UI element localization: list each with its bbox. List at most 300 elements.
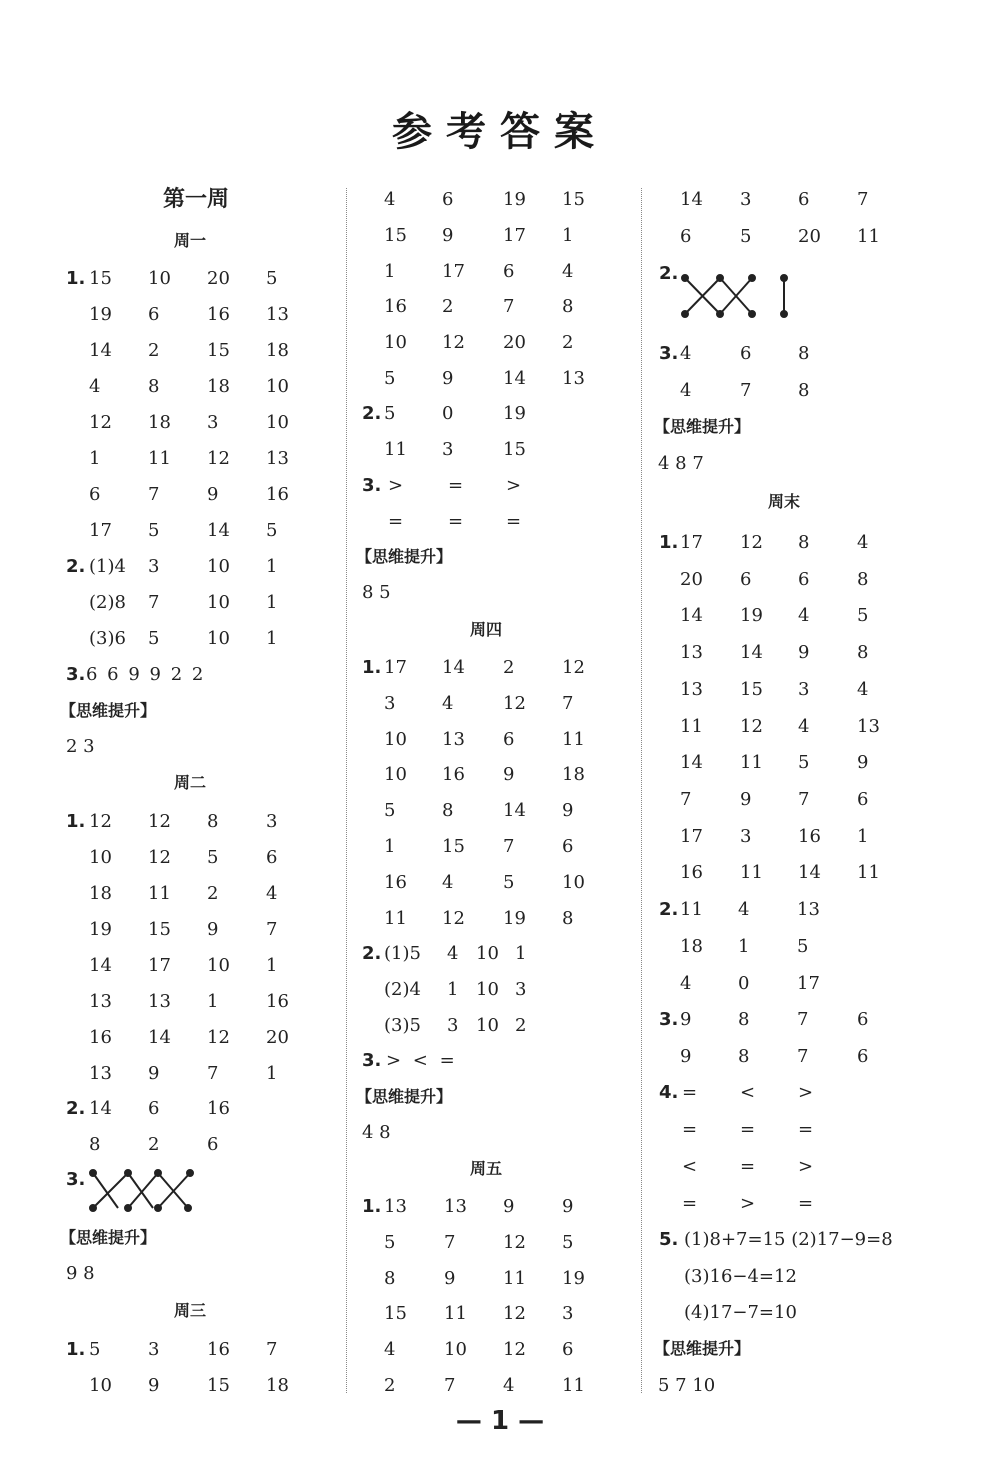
answer-cell: 12 bbox=[148, 847, 171, 868]
answer-cell: 3 bbox=[384, 692, 396, 714]
answer-cell: 12 bbox=[89, 412, 112, 433]
answer-cell: 9 bbox=[148, 1375, 160, 1396]
answer-cell: 14 bbox=[503, 368, 526, 389]
answer-cell: 19 bbox=[740, 605, 763, 627]
answer-cell: 16 bbox=[207, 1098, 230, 1119]
answer-cell: 6 bbox=[442, 189, 454, 210]
answer-cell: 11 bbox=[503, 1267, 526, 1289]
answer-cell: 5 bbox=[798, 752, 810, 774]
question-label: 2. bbox=[66, 556, 86, 577]
answer-cell: 8 bbox=[738, 1009, 750, 1030]
answer-cell: 1 bbox=[857, 825, 869, 847]
answer-cell: > bbox=[740, 1193, 756, 1214]
section-heading-tue: 周二 bbox=[174, 773, 207, 792]
answer-cell: 6 bbox=[857, 1046, 869, 1067]
answer-cell: 15 bbox=[740, 678, 763, 700]
answer-cell: = bbox=[682, 1119, 698, 1140]
answer-cell: 11 bbox=[562, 1375, 585, 1396]
answer-cell: 6 bbox=[740, 568, 752, 590]
answer-cell: 13 bbox=[442, 728, 465, 750]
question-label: 2. bbox=[659, 263, 679, 284]
answer-cell: 9 bbox=[442, 368, 454, 389]
answer-cell: 5 bbox=[384, 403, 396, 424]
answer-cell: < bbox=[682, 1156, 698, 1177]
answer-cell: 19 bbox=[503, 907, 526, 929]
answer-cell: 12 bbox=[503, 1231, 526, 1253]
answer-cell: 14 bbox=[798, 862, 821, 884]
answer-cell: 15 bbox=[384, 1303, 407, 1325]
answer-cell: 7 bbox=[444, 1375, 456, 1396]
question-label: 3. bbox=[659, 1009, 679, 1030]
answer-cell: 6 bbox=[798, 568, 810, 590]
answer-cell: 12 bbox=[503, 1339, 526, 1361]
answer-cell: 5 bbox=[148, 628, 160, 649]
answer-cell: 12 bbox=[207, 1027, 230, 1048]
answer-cell: 17 bbox=[680, 825, 703, 847]
answer-cell: 16 bbox=[384, 296, 407, 318]
answer-cell: 15 bbox=[207, 340, 230, 361]
answer-cell: 13 bbox=[89, 1063, 112, 1084]
answer-cell: 11 bbox=[680, 899, 703, 920]
question-label: 2. bbox=[659, 899, 679, 920]
answer-cell: = bbox=[682, 1082, 698, 1103]
answer-cell: 2 bbox=[442, 296, 454, 318]
answer-cell: 10 bbox=[384, 764, 407, 786]
answer-cell: 5 bbox=[266, 268, 278, 289]
answer-cell: = bbox=[740, 1119, 756, 1140]
answer-cell: 9 bbox=[503, 1196, 515, 1217]
answer-cell: 19 bbox=[89, 304, 112, 325]
answer-cell: 12 bbox=[562, 657, 585, 678]
answer-cell: 15 bbox=[442, 836, 465, 857]
answer-cell: 17 bbox=[680, 532, 703, 553]
answer-cell: 17 bbox=[89, 520, 112, 541]
answer-cell: 6 bbox=[562, 836, 574, 857]
answer-cell: 7 bbox=[857, 189, 869, 210]
answer-cell: 11 bbox=[857, 862, 880, 884]
answer-cell: 9 bbox=[680, 1009, 692, 1030]
question-label: 1. bbox=[66, 268, 86, 289]
answer-cell: 16 bbox=[266, 484, 289, 505]
answer-line: > < = bbox=[386, 1050, 455, 1071]
answer-cell: 11 bbox=[444, 1303, 467, 1325]
answer-cell: < bbox=[740, 1082, 756, 1103]
answer-cell: 10 bbox=[384, 332, 407, 354]
answer-cell: 6 bbox=[207, 1134, 219, 1155]
answer-cell: 10 bbox=[476, 979, 499, 1000]
answer-cell: 4 bbox=[738, 899, 750, 920]
answer-cell: = bbox=[448, 511, 464, 532]
answer-cell: 2 bbox=[515, 1015, 527, 1036]
answer-cell: 3 bbox=[740, 189, 752, 210]
question-label: 1. bbox=[659, 532, 679, 553]
answer-cell: 4 bbox=[384, 189, 396, 210]
answer-cell: 10 bbox=[266, 412, 289, 433]
thinking-answer: 4 8 bbox=[362, 1122, 391, 1143]
answer-cell: 3 bbox=[447, 1015, 459, 1036]
answer-cell: 10 bbox=[148, 268, 171, 289]
answer-cell: 1 bbox=[89, 448, 101, 469]
answer-cell: 5 bbox=[89, 1339, 101, 1360]
answer-cell: 7 bbox=[266, 1339, 278, 1360]
answer-cell: 6 bbox=[857, 1009, 869, 1030]
answer-cell: 6 bbox=[857, 788, 869, 810]
answer-cell: 7 bbox=[503, 296, 515, 318]
answer-cell: 9 bbox=[857, 752, 869, 774]
answer-cell: 17 bbox=[797, 973, 820, 994]
question-label: 1. bbox=[66, 811, 86, 832]
page-number: — 1 — bbox=[455, 1406, 545, 1436]
answer-cell: 20 bbox=[680, 568, 703, 590]
answer-cell: 2 bbox=[148, 340, 160, 361]
answer-cell: 2 bbox=[148, 1134, 160, 1155]
answer-cell: 0 bbox=[738, 973, 750, 994]
answer-cell: (1)5 bbox=[384, 943, 421, 964]
answer-cell: 7 bbox=[503, 836, 515, 857]
section-heading-wed: 周三 bbox=[174, 1301, 207, 1320]
answer-cell: 3 bbox=[148, 556, 160, 577]
thinking-answer: 8 5 bbox=[362, 582, 391, 603]
answer-cell: 18 bbox=[266, 1375, 289, 1396]
answer-cell: 6 bbox=[562, 1339, 574, 1361]
answer-cell: 15 bbox=[384, 224, 407, 246]
answer-cell: 14 bbox=[740, 642, 763, 664]
answer-cell: 8 bbox=[798, 532, 810, 553]
answer-cell: 8 bbox=[857, 568, 869, 590]
answer-cell: 3 bbox=[442, 439, 454, 460]
answer-cell: 18 bbox=[562, 764, 585, 786]
answer-cell: 14 bbox=[680, 752, 703, 774]
answer-cell: 10 bbox=[562, 871, 585, 893]
answer-cell: 12 bbox=[207, 448, 230, 469]
answer-cell: 6 bbox=[680, 226, 692, 247]
thinking-heading: 【思维提升】 bbox=[654, 417, 751, 436]
answer-cell: 17 bbox=[442, 260, 465, 282]
answer-cell: 5 bbox=[207, 847, 219, 868]
answer-cell: 11 bbox=[740, 752, 763, 774]
answer-cell: 12 bbox=[740, 532, 763, 553]
answer-cell: 9 bbox=[680, 1046, 692, 1067]
answer-cell: 18 bbox=[207, 376, 230, 397]
question-label: 2. bbox=[66, 1098, 86, 1119]
answer-cell: 20 bbox=[503, 332, 526, 354]
answer-cell: 19 bbox=[503, 189, 526, 210]
answer-cell: 7 bbox=[148, 592, 160, 613]
answer-cell: > bbox=[798, 1156, 814, 1177]
answer-cell: (3)6 bbox=[89, 628, 126, 649]
answer-cell: > bbox=[798, 1082, 814, 1103]
answer-cell: 10 bbox=[207, 592, 230, 613]
answer-cell: 4 bbox=[89, 376, 101, 397]
answer-cell: 1 bbox=[562, 224, 574, 246]
answer-cell: 11 bbox=[384, 907, 407, 929]
answer-cell: 14 bbox=[89, 340, 112, 361]
answer-cell: (2)4 bbox=[384, 979, 421, 1000]
answer-cell: = bbox=[448, 475, 464, 496]
answer-cell: 4 bbox=[266, 883, 278, 904]
answer-cell: 13 bbox=[266, 448, 289, 469]
answer-cell: 8 bbox=[442, 800, 454, 822]
answer-cell: 16 bbox=[680, 862, 703, 884]
answer-cell: 11 bbox=[384, 439, 407, 460]
thinking-answer: 4 8 7 bbox=[658, 453, 704, 474]
answer-cell: 17 bbox=[384, 657, 407, 678]
answer-cell: 4 bbox=[680, 973, 692, 994]
answer-cell: 16 bbox=[384, 871, 407, 893]
answer-cell: 15 bbox=[207, 1375, 230, 1396]
section-heading-weekend: 周末 bbox=[768, 492, 801, 511]
answer-cell: 1 bbox=[738, 936, 750, 957]
answer-cell: 8 bbox=[738, 1046, 750, 1067]
answer-cell: 19 bbox=[562, 1267, 585, 1289]
answer-cell: 4 bbox=[503, 1375, 515, 1396]
answer-cell: 9 bbox=[562, 800, 574, 822]
answer-cell: 1 bbox=[207, 991, 219, 1012]
answer-cell: 12 bbox=[148, 811, 171, 832]
answer-cell: 17 bbox=[148, 955, 171, 976]
answer-cell: 1 bbox=[266, 592, 278, 613]
answer-cell: 2 bbox=[503, 657, 515, 678]
answer-cell: 8 bbox=[798, 343, 810, 364]
answer-cell: 7 bbox=[266, 919, 278, 940]
page-title: 参考答案 bbox=[392, 109, 608, 155]
answer-cell: 19 bbox=[503, 403, 526, 424]
answer-cell: 15 bbox=[562, 189, 585, 210]
answer-cell: 7 bbox=[562, 692, 574, 714]
answer-cell: 14 bbox=[89, 955, 112, 976]
answer-cell: 16 bbox=[207, 304, 230, 325]
answer-cell: 16 bbox=[207, 1339, 230, 1360]
answer-cell: 5 bbox=[266, 520, 278, 541]
answer-cell: 6 bbox=[503, 260, 515, 282]
answer-cell: 2 bbox=[562, 332, 574, 354]
answer-cell: 4 bbox=[680, 380, 692, 401]
thinking-heading: 【思维提升】 bbox=[654, 1339, 751, 1358]
answer-cell: 16 bbox=[266, 991, 289, 1012]
answer-cell: 14 bbox=[207, 520, 230, 541]
thinking-answer: 2 3 bbox=[66, 736, 95, 757]
section-heading-fri: 周五 bbox=[470, 1159, 503, 1178]
answer-cell: = bbox=[388, 511, 404, 532]
section-heading-mon: 周一 bbox=[174, 231, 207, 250]
answer-cell: 8 bbox=[148, 376, 160, 397]
answer-cell: 20 bbox=[207, 268, 230, 289]
answer-cell: 4 bbox=[857, 678, 869, 700]
answer-cell: 3 bbox=[515, 979, 527, 1000]
answer-cell: 4 bbox=[442, 871, 454, 893]
answer-cell: 11 bbox=[148, 883, 171, 904]
answer-cell: 10 bbox=[207, 628, 230, 649]
answer-cell: 12 bbox=[442, 907, 465, 929]
question-label: 3. bbox=[659, 343, 679, 364]
answer-cell: (4)17−7=10 bbox=[684, 1302, 797, 1323]
answer-cell: 1 bbox=[384, 836, 396, 857]
answer-cell: 16 bbox=[442, 764, 465, 786]
answer-cell: 14 bbox=[89, 1098, 112, 1119]
answer-cell: 7 bbox=[444, 1231, 456, 1253]
answer-cell: 20 bbox=[266, 1027, 289, 1048]
answer-cell: 3 bbox=[798, 678, 810, 700]
answer-cell: 7 bbox=[148, 484, 160, 505]
answer-line: 6 6 9 9 2 2 bbox=[86, 664, 204, 685]
question-label: 1. bbox=[362, 1196, 382, 1217]
answer-cell: = bbox=[682, 1193, 698, 1214]
answer-cell: 9 bbox=[148, 1063, 160, 1084]
answer-cell: 9 bbox=[207, 919, 219, 940]
answer-cell: 15 bbox=[148, 919, 171, 940]
answer-cell: 14 bbox=[148, 1027, 171, 1048]
question-label: 5. bbox=[659, 1229, 679, 1250]
answer-cell: 1 bbox=[266, 556, 278, 577]
thinking-answer: 5 7 10 bbox=[658, 1375, 716, 1396]
thinking-heading: 【思维提升】 bbox=[356, 547, 453, 566]
answer-cell: 4 bbox=[798, 715, 810, 737]
answer-cell: 14 bbox=[503, 800, 526, 822]
question-label: 1. bbox=[66, 1339, 86, 1360]
answer-cell: 6 bbox=[503, 728, 515, 750]
question-label: 1. bbox=[362, 657, 382, 678]
answer-cell: 13 bbox=[89, 991, 112, 1012]
answer-cell: (2)8 bbox=[89, 592, 126, 613]
answer-cell: 10 bbox=[207, 556, 230, 577]
answer-cell: 7 bbox=[207, 1063, 219, 1084]
answer-cell: 12 bbox=[740, 715, 763, 737]
question-label: 3. bbox=[362, 1050, 382, 1071]
answer-cell: 10 bbox=[476, 1015, 499, 1036]
answer-cell: 13 bbox=[384, 1196, 407, 1217]
answer-cell: 14 bbox=[442, 657, 465, 678]
answer-cell: 13 bbox=[444, 1196, 467, 1217]
answer-cell: 9 bbox=[444, 1267, 456, 1289]
answer-cell: 1 bbox=[384, 260, 396, 282]
answer-cell: 1 bbox=[515, 943, 527, 964]
answer-cell: 20 bbox=[798, 226, 821, 247]
answer-cell: (1)8+7=15 (2)17−9=8 bbox=[684, 1229, 893, 1250]
answer-cell: 5 bbox=[503, 871, 515, 893]
answer-cell: 7 bbox=[798, 788, 810, 810]
answer-cell: 6 bbox=[148, 304, 160, 325]
answer-cell: 13 bbox=[266, 304, 289, 325]
question-label: 3. bbox=[66, 664, 86, 685]
answer-cell: 1 bbox=[266, 628, 278, 649]
answer-cell: 5 bbox=[384, 368, 396, 389]
answer-cell: 3 bbox=[562, 1303, 574, 1325]
answer-cell: 0 bbox=[442, 403, 454, 424]
answer-cell: 13 bbox=[680, 678, 703, 700]
answer-cell: 3 bbox=[207, 412, 219, 433]
answer-cell: (3)16−4=12 bbox=[684, 1265, 797, 1287]
answer-cell: 8 bbox=[857, 642, 869, 664]
answer-cell: 9 bbox=[207, 484, 219, 505]
answer-cell: 4 bbox=[384, 1339, 396, 1361]
answer-cell: (3)5 bbox=[384, 1015, 421, 1036]
answer-cell: 11 bbox=[857, 226, 880, 247]
answer-cell: 18 bbox=[89, 883, 112, 904]
answer-cell: 1 bbox=[266, 1063, 278, 1084]
answer-cell: 3 bbox=[148, 1339, 160, 1360]
answer-cell: 8 bbox=[384, 1267, 396, 1289]
answer-cell: 4 bbox=[562, 260, 574, 282]
thinking-heading: 【思维提升】 bbox=[60, 1228, 157, 1247]
answer-cell: 7 bbox=[797, 1009, 809, 1030]
question-label: 2. bbox=[362, 943, 382, 964]
answer-cell: 5 bbox=[797, 936, 809, 957]
week-title: 第一周 bbox=[163, 187, 230, 212]
answer-cell: 10 bbox=[476, 943, 499, 964]
answer-cell: 10 bbox=[207, 955, 230, 976]
answer-cell: 6 bbox=[798, 189, 810, 210]
thinking-heading: 【思维提升】 bbox=[60, 701, 157, 720]
answer-cell: 8 bbox=[89, 1134, 101, 1155]
answer-cell: 18 bbox=[680, 936, 703, 957]
answer-cell: 1 bbox=[266, 955, 278, 976]
answer-cell: 4 bbox=[798, 605, 810, 627]
answer-cell: 7 bbox=[797, 1046, 809, 1067]
answer-cell: > bbox=[388, 475, 404, 496]
answer-cell: 11 bbox=[680, 715, 703, 737]
answer-cell: 3 bbox=[266, 811, 278, 832]
answer-cell: 13 bbox=[797, 899, 820, 920]
answer-cell: 6 bbox=[148, 1098, 160, 1119]
answer-cell: 4 bbox=[442, 692, 454, 714]
answer-cell: 18 bbox=[266, 340, 289, 361]
answer-cell: 7 bbox=[740, 380, 752, 401]
answer-cell: 17 bbox=[503, 224, 526, 246]
answer-cell: 5 bbox=[148, 520, 160, 541]
answer-cell: 5 bbox=[740, 226, 752, 247]
answer-cell: 15 bbox=[503, 439, 526, 460]
answer-cell: 6 bbox=[740, 343, 752, 364]
answer-cell: 10 bbox=[89, 847, 112, 868]
answer-cell: 16 bbox=[798, 825, 821, 847]
answer-cell: 11 bbox=[562, 728, 585, 750]
answer-cell: 2 bbox=[207, 883, 219, 904]
answer-cell: 13 bbox=[148, 991, 171, 1012]
answer-cell: > bbox=[506, 475, 522, 496]
answer-cell: 5 bbox=[562, 1231, 574, 1253]
answer-cell: 10 bbox=[266, 376, 289, 397]
answer-cell: 11 bbox=[148, 448, 171, 469]
answer-cell: 1 bbox=[447, 979, 459, 1000]
answer-cell: 18 bbox=[148, 412, 171, 433]
answer-cell: (1)4 bbox=[89, 556, 126, 577]
answer-cell: 13 bbox=[562, 368, 585, 389]
matching-lines-diagram bbox=[680, 270, 800, 320]
answer-cell: 10 bbox=[89, 1375, 112, 1396]
answer-cell: 7 bbox=[680, 788, 692, 810]
question-label: 3. bbox=[66, 1169, 86, 1190]
answer-cell: 15 bbox=[89, 268, 112, 289]
answer-cell: 4 bbox=[680, 343, 692, 364]
answer-cell: 9 bbox=[442, 224, 454, 246]
thinking-answer: 9 8 bbox=[66, 1263, 95, 1284]
answer-cell: 14 bbox=[680, 189, 703, 210]
answer-cell: 16 bbox=[89, 1027, 112, 1048]
answer-cell: 5 bbox=[384, 800, 396, 822]
answer-cell: 10 bbox=[384, 728, 407, 750]
answer-cell: = bbox=[506, 511, 522, 532]
matching-lines-diagram bbox=[88, 1168, 208, 1216]
answer-cell: 4 bbox=[857, 532, 869, 553]
answer-cell: 2 bbox=[384, 1375, 396, 1396]
answer-cell: 5 bbox=[857, 605, 869, 627]
thinking-heading: 【思维提升】 bbox=[356, 1087, 453, 1106]
answer-cell: 5 bbox=[384, 1231, 396, 1253]
answer-cell: 19 bbox=[89, 919, 112, 940]
answer-cell: 6 bbox=[266, 847, 278, 868]
question-label: 4. bbox=[659, 1082, 679, 1103]
answer-cell: 14 bbox=[680, 605, 703, 627]
